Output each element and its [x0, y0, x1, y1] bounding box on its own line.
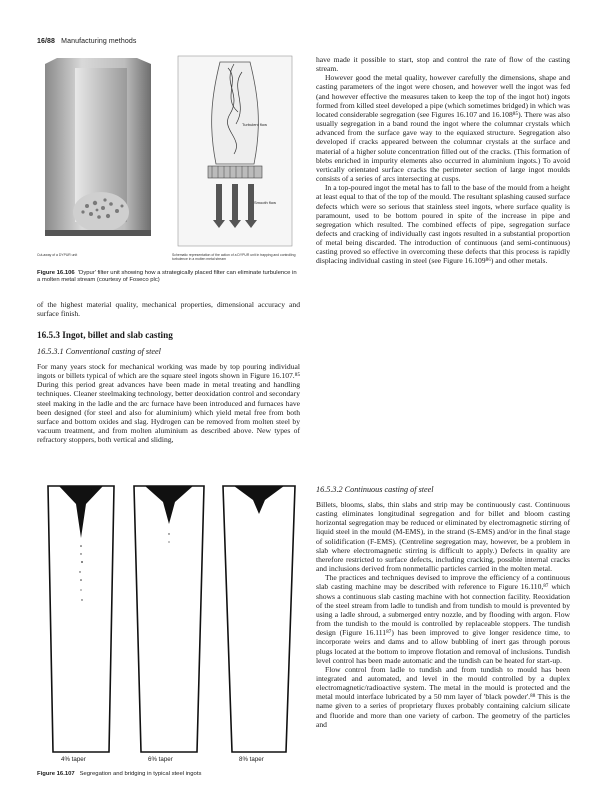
subsection-heading-16-5-3-1: 16.5.3.1 Conventional casting of steel	[37, 347, 161, 356]
right-paragraph-4: Billets, blooms, slabs, thin slabs and strip may be continuously cast. Continuous casting eliminates longitudinal segregation and for billet and bloom casting horizontal segregation may be reduced or eliminated by electromagnetic stirring of liquid steel in the mould (M-EMS), in the strand (S-EMS) and/or in the final stage of solidification (F-EMS). (Centreline segregation may, however, be a problem in slab where electromagnetic stirring is difficult to apply.) Defects in quality are therefore restricted to surface defects, including cracking, possible internal cracks and inclusions derived from nonmetallic particles carried in the molten metal.	[316, 500, 570, 574]
right-paragraph-5: The practices and techniques devised to improve the efficiency of a continuous slab casting machine may be described with reference to Figure 16.110,⁸⁷ which shows a continuous slab casting machine with hot connection facility. Reoxidation of the steel stream from ladle to tundish and from tundish to mould is prevented by using a ladle shroud, a submerged entry nozzle, and by flooding with argon. Flow from the tundish to the mould is controlled by replaceable stoppers. The tundish design (Figure 16.111⁸⁷) has been improved to give longer residence time, to incorporate weirs and dams and to allow bubbling of inert gas through porous plugs located at the bottom to improve flotation and removal of inclusions. Tundish level control has been made automatic and the tundish can be heated for start-up.	[316, 573, 570, 665]
running-section-title: Manufacturing methods	[61, 38, 137, 45]
left-paragraph-1: For many years stock for mechanical working was made by top pouring individual ingots or billets typical of which are the square steel ingots shown in Figure 16.107.⁸⁵ During this period great advances have been made in metal treating and handling techniques. Cleaner steelmaking technology, better deoxidation control and secondary steel making in the ladle and the arc furnace have been introduced and furnaces have been designed (for steel and also for aluminium) which yield metal free from both surface and bottom oxides and slag. Hydrogen can be removed from molten steel by vacuum treatment, and from molten aluminium as described above. New types of refractory stoppers, both vertical and sliding,	[37, 362, 300, 445]
smooth-flow-label: Smooth flow	[254, 200, 277, 205]
running-header	[37, 38, 136, 45]
page-number: 16/88	[37, 38, 56, 45]
taper-label-6: 6% taper	[148, 756, 173, 763]
figure-16-107-text: Segregation and bridging in typical steel ingots	[79, 771, 202, 777]
right-paragraph-2: However good the metal quality, however carefully the dimensions, shape and casting parameters of the ingot were chosen, and however well the ingot was fed (and however effective the measures taken to keep the top of the ingot hot) ingots formed from killed steel developed a pipe (which sometimes bridged) in which was located considerable segregation (see Figures 16.107 and 16.108⁸⁵). There was also usually segregation in a band round the ingot where the columnar crystals which advanced from the surface gave way to the equiaxed structure. Segregation also developed if cracks appeared between the columnar crystals at the surface and material of a higher solute concentration filled out of the cracks. (This formation of blebs enriched in impurity elements also occurred in aluminium ingots.) To avoid vertically orientated surface cracks the perimeter section of large ingot moulds consists of a series of arcs intersecting at cusps.	[316, 73, 570, 184]
figure-16-106-caption	[37, 270, 300, 284]
left-column-top	[37, 300, 300, 318]
figure-16-107-label: Figure 16.107	[37, 771, 75, 777]
ingot-outlines	[37, 480, 302, 770]
right-paragraph-1: have made it possible to start, stop and control the rate of flow of the casting stream.	[316, 55, 570, 74]
right-column-body	[316, 500, 570, 729]
right-paragraph-3: In a top-poured ingot the metal has to fall to the base of the mould from a height at least equal to that of the top of the mould. The resultant splashing caused surface defects which were so serious that stainless steel ingots, where surface quality is paramount, used to be bottom poured in spite of the increase in pipe and segregation which resulted. The combined effects of pipe, segregation surface defects and cracking of individually cast ingots resulted in a substantial proportion of metal being discarded. The introduction of continuous (and semi-continuous) casting proved so effective in overcoming these defects that this process is rapidly displacing individual casting in steel (see Figure 16.109⁸⁶) and other metals.	[316, 183, 570, 266]
dypur-cutaway-photo	[37, 54, 165, 250]
dypur-schematic-illustration	[172, 54, 298, 250]
turbulent-flow-label: Turbulent flow	[242, 122, 267, 127]
figure-16-107-caption	[37, 771, 300, 778]
figure-16-106-label: Figure 16.106	[37, 270, 75, 276]
dypur-cutaway-illustration	[37, 54, 165, 250]
ingot-6-taper	[134, 486, 204, 752]
ingot-8-taper	[223, 486, 295, 752]
right-column-top	[316, 55, 570, 266]
taper-label-8: 8% taper	[239, 756, 264, 763]
section-heading-16-5-3: 16.5.3 Ingot, billet and slab casting	[37, 330, 173, 340]
left-paragraph-continued: of the highest material quality, mechanical properties, dimensional accuracy and surface finish.	[37, 300, 300, 319]
right-paragraph-6: Flow control from ladle to tundish and from tundish to mould has been integrated and automated, and level in the mould controlled by a duplex electromagnetic/radioactive system. The metal in the mould is protected and the metal mould interface lubricated by a 50 mm layer of 'black powder'.⁸⁸ This is the name given to a series of proprietary fluxes probably containing calcium silicate and fluoride and more than one variety of carbon. The geometry of the particles and	[316, 664, 570, 729]
taper-label-4: 4% taper	[61, 756, 86, 763]
ingot-figure	[37, 480, 302, 770]
figure-16-106-text: 'Dypur' filter unit showing how a strategically placed filter can eliminate turbulence in a molten metal stream (courtesy of Foseco plc)	[37, 270, 297, 284]
left-column-body	[37, 362, 300, 444]
subsection-heading-16-5-3-2: 16.5.3.2 Continuous casting of steel	[316, 485, 434, 494]
dypur-cutaway-caption: Cut-away of a DYPUR unit	[37, 253, 78, 257]
dypur-schematic-caption: Schematic representation of the action of a DYPUR unit in trapping and controlling turbulence in a molten metal stream	[172, 253, 296, 261]
dypur-schematic	[172, 54, 298, 250]
